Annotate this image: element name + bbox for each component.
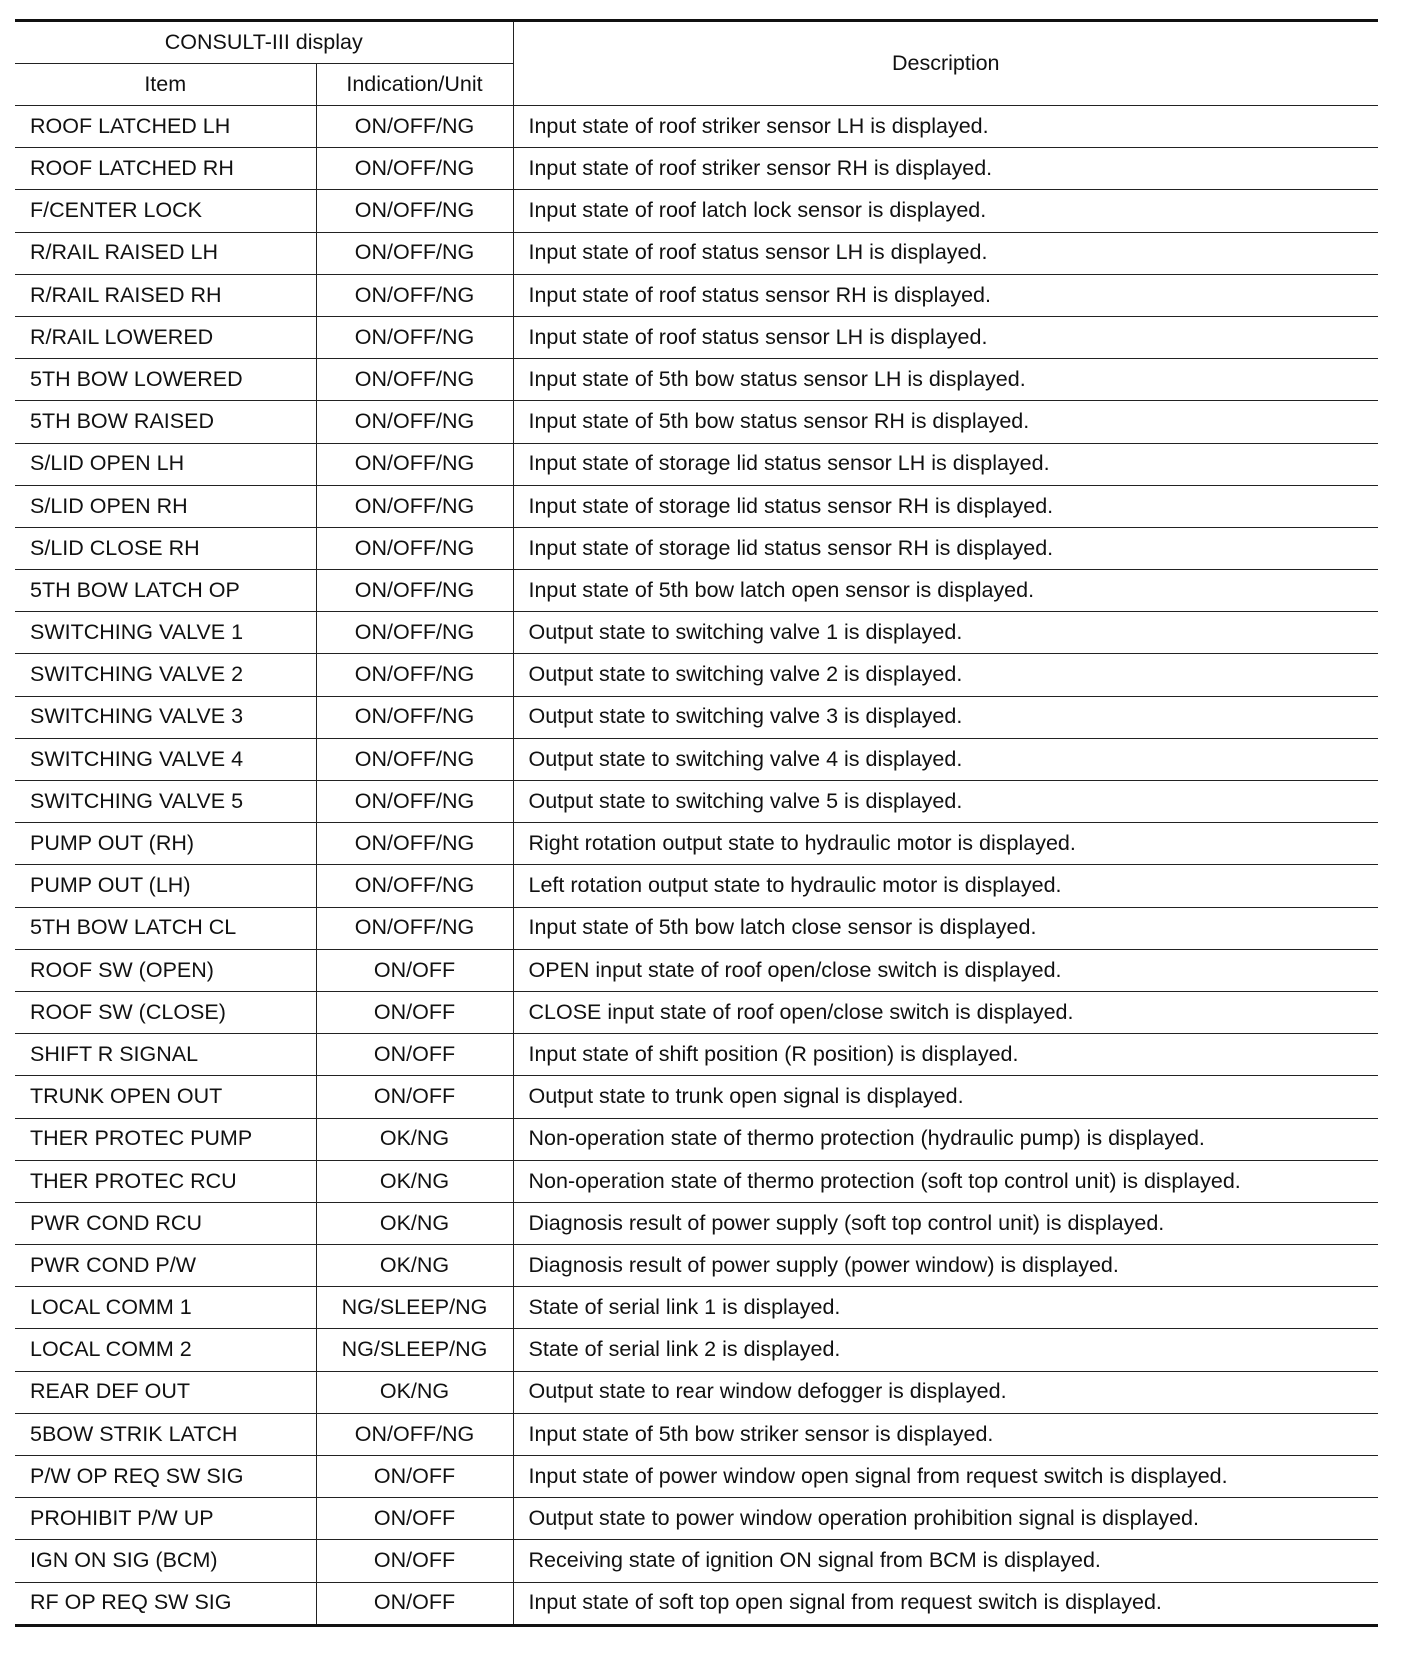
table-row	[15, 485, 1378, 527]
header-description: Description	[513, 21, 1378, 106]
table-row	[15, 1329, 1378, 1371]
table-header	[15, 21, 1378, 106]
description-cell: Input state of 5th bow status sensor LH is displayed.	[513, 359, 1378, 401]
item-cell: S/LID OPEN RH	[15, 485, 316, 527]
table-row	[15, 401, 1378, 443]
table-body	[15, 106, 1378, 1626]
item-cell: 5TH BOW LOWERED	[15, 359, 316, 401]
indication-unit-cell: ON/OFF/NG	[316, 190, 513, 232]
description-cell: CLOSE input state of roof open/close switch is displayed.	[513, 991, 1378, 1033]
table-row	[15, 654, 1378, 696]
item-cell: 5TH BOW LATCH OP	[15, 570, 316, 612]
table-row	[15, 1287, 1378, 1329]
item-cell: REAR DEF OUT	[15, 1371, 316, 1413]
table-row	[15, 232, 1378, 274]
item-cell: SWITCHING VALVE 4	[15, 738, 316, 780]
indication-unit-cell: ON/OFF/NG	[316, 232, 513, 274]
header-indication-unit: Indication/Unit	[316, 64, 513, 106]
item-cell: 5BOW STRIK LATCH	[15, 1413, 316, 1455]
description-cell: Input state of roof latch lock sensor is displayed.	[513, 190, 1378, 232]
item-cell: SWITCHING VALVE 3	[15, 696, 316, 738]
item-cell: SWITCHING VALVE 1	[15, 612, 316, 654]
header-consult-display: CONSULT-III display	[15, 21, 513, 64]
item-cell: ROOF LATCHED LH	[15, 106, 316, 148]
description-cell: Output state to switching valve 2 is displayed.	[513, 654, 1378, 696]
description-cell: Input state of shift position (R position) is displayed.	[513, 1034, 1378, 1076]
table-row	[15, 738, 1378, 780]
description-cell: Diagnosis result of power supply (power window) is displayed.	[513, 1245, 1378, 1287]
description-cell: Receiving state of ignition ON signal from BCM is displayed.	[513, 1540, 1378, 1582]
description-cell: Input state of roof status sensor RH is displayed.	[513, 274, 1378, 316]
item-cell: R/RAIL RAISED LH	[15, 232, 316, 274]
indication-unit-cell: ON/OFF/NG	[316, 485, 513, 527]
indication-unit-cell: ON/OFF/NG	[316, 654, 513, 696]
table-row	[15, 1245, 1378, 1287]
description-cell: Input state of roof striker sensor LH is displayed.	[513, 106, 1378, 148]
indication-unit-cell: ON/OFF/NG	[316, 1413, 513, 1455]
description-cell: Input state of storage lid status sensor RH is displayed.	[513, 527, 1378, 569]
item-cell: LOCAL COMM 1	[15, 1287, 316, 1329]
table-row	[15, 991, 1378, 1033]
table-row	[15, 570, 1378, 612]
indication-unit-cell: OK/NG	[316, 1118, 513, 1160]
description-cell: Input state of 5th bow latch close sensor is displayed.	[513, 907, 1378, 949]
indication-unit-cell: ON/OFF/NG	[316, 823, 513, 865]
item-cell: ROOF SW (CLOSE)	[15, 991, 316, 1033]
table-row	[15, 190, 1378, 232]
indication-unit-cell: ON/OFF/NG	[316, 443, 513, 485]
item-cell: PWR COND RCU	[15, 1202, 316, 1244]
table-row	[15, 696, 1378, 738]
indication-unit-cell: ON/OFF/NG	[316, 148, 513, 190]
item-cell: RF OP REQ SW SIG	[15, 1582, 316, 1625]
table-row	[15, 1118, 1378, 1160]
table-row	[15, 823, 1378, 865]
table-row	[15, 1540, 1378, 1582]
item-cell: S/LID OPEN LH	[15, 443, 316, 485]
description-cell: Output state to switching valve 5 is displayed.	[513, 781, 1378, 823]
description-cell: Non-operation state of thermo protection (soft top control unit) is displayed.	[513, 1160, 1378, 1202]
indication-unit-cell: ON/OFF/NG	[316, 907, 513, 949]
table-row	[15, 527, 1378, 569]
item-cell: S/LID CLOSE RH	[15, 527, 316, 569]
description-cell: State of serial link 2 is displayed.	[513, 1329, 1378, 1371]
header-row	[15, 21, 1378, 64]
item-cell: THER PROTEC PUMP	[15, 1118, 316, 1160]
description-cell: Right rotation output state to hydraulic motor is displayed.	[513, 823, 1378, 865]
header-item: Item	[15, 64, 316, 106]
indication-unit-cell: ON/OFF/NG	[316, 106, 513, 148]
item-cell: THER PROTEC RCU	[15, 1160, 316, 1202]
item-cell: PUMP OUT (RH)	[15, 823, 316, 865]
indication-unit-cell: ON/OFF/NG	[316, 274, 513, 316]
indication-unit-cell: ON/OFF/NG	[316, 865, 513, 907]
indication-unit-cell: ON/OFF	[316, 1076, 513, 1118]
table-row	[15, 1202, 1378, 1244]
indication-unit-cell: ON/OFF	[316, 949, 513, 991]
indication-unit-cell: ON/OFF	[316, 1456, 513, 1498]
item-cell: SWITCHING VALVE 2	[15, 654, 316, 696]
description-cell: Input state of storage lid status sensor LH is displayed.	[513, 443, 1378, 485]
description-cell: Diagnosis result of power supply (soft top control unit) is displayed.	[513, 1202, 1378, 1244]
item-cell: R/RAIL LOWERED	[15, 316, 316, 358]
table-row	[15, 865, 1378, 907]
item-cell: PROHIBIT P/W UP	[15, 1498, 316, 1540]
item-cell: PUMP OUT (LH)	[15, 865, 316, 907]
table-row	[15, 1582, 1378, 1625]
table-row	[15, 274, 1378, 316]
description-cell: Input state of roof status sensor LH is displayed.	[513, 232, 1378, 274]
item-cell: PWR COND P/W	[15, 1245, 316, 1287]
indication-unit-cell: OK/NG	[316, 1160, 513, 1202]
indication-unit-cell: ON/OFF/NG	[316, 781, 513, 823]
description-cell: Left rotation output state to hydraulic motor is displayed.	[513, 865, 1378, 907]
description-cell: Non-operation state of thermo protection (hydraulic pump) is displayed.	[513, 1118, 1378, 1160]
description-cell: Output state to rear window defogger is displayed.	[513, 1371, 1378, 1413]
indication-unit-cell: ON/OFF/NG	[316, 316, 513, 358]
item-cell: IGN ON SIG (BCM)	[15, 1540, 316, 1582]
indication-unit-cell: ON/OFF/NG	[316, 359, 513, 401]
indication-unit-cell: NG/SLEEP/NG	[316, 1329, 513, 1371]
indication-unit-cell: ON/OFF/NG	[316, 570, 513, 612]
table-row	[15, 1076, 1378, 1118]
table-row	[15, 907, 1378, 949]
table-row	[15, 781, 1378, 823]
indication-unit-cell: ON/OFF	[316, 1498, 513, 1540]
indication-unit-cell: ON/OFF/NG	[316, 612, 513, 654]
table-row	[15, 949, 1378, 991]
item-cell: LOCAL COMM 2	[15, 1329, 316, 1371]
item-cell: 5TH BOW RAISED	[15, 401, 316, 443]
indication-unit-cell: NG/SLEEP/NG	[316, 1287, 513, 1329]
item-cell: R/RAIL RAISED RH	[15, 274, 316, 316]
item-cell: TRUNK OPEN OUT	[15, 1076, 316, 1118]
description-cell: Input state of power window open signal from request switch is displayed.	[513, 1456, 1378, 1498]
indication-unit-cell: OK/NG	[316, 1202, 513, 1244]
table-row	[15, 1034, 1378, 1076]
description-cell: State of serial link 1 is displayed.	[513, 1287, 1378, 1329]
item-cell: F/CENTER LOCK	[15, 190, 316, 232]
description-cell: Output state to trunk open signal is displayed.	[513, 1076, 1378, 1118]
indication-unit-cell: ON/OFF/NG	[316, 527, 513, 569]
table-row	[15, 443, 1378, 485]
description-cell: Input state of soft top open signal from request switch is displayed.	[513, 1582, 1378, 1625]
consult-display-table	[15, 19, 1378, 1627]
table-row	[15, 1498, 1378, 1540]
table-row	[15, 1413, 1378, 1455]
item-cell: ROOF SW (OPEN)	[15, 949, 316, 991]
description-cell: Output state to switching valve 1 is displayed.	[513, 612, 1378, 654]
table-row	[15, 316, 1378, 358]
indication-unit-cell: ON/OFF/NG	[316, 738, 513, 780]
table-row	[15, 148, 1378, 190]
indication-unit-cell: OK/NG	[316, 1371, 513, 1413]
description-cell: Output state to switching valve 4 is displayed.	[513, 738, 1378, 780]
description-cell: Input state of roof striker sensor RH is displayed.	[513, 148, 1378, 190]
table-row	[15, 359, 1378, 401]
item-cell: P/W OP REQ SW SIG	[15, 1456, 316, 1498]
table-row	[15, 1456, 1378, 1498]
description-cell: OPEN input state of roof open/close switch is displayed.	[513, 949, 1378, 991]
indication-unit-cell: ON/OFF/NG	[316, 696, 513, 738]
indication-unit-cell: ON/OFF	[316, 1540, 513, 1582]
description-cell: Input state of roof status sensor LH is displayed.	[513, 316, 1378, 358]
description-cell: Input state of storage lid status sensor RH is displayed.	[513, 485, 1378, 527]
description-cell: Input state of 5th bow status sensor RH is displayed.	[513, 401, 1378, 443]
table-row	[15, 612, 1378, 654]
indication-unit-cell: OK/NG	[316, 1245, 513, 1287]
indication-unit-cell: ON/OFF	[316, 1034, 513, 1076]
table-row	[15, 1371, 1378, 1413]
item-cell: SWITCHING VALVE 5	[15, 781, 316, 823]
description-cell: Output state to power window operation prohibition signal is displayed.	[513, 1498, 1378, 1540]
indication-unit-cell: ON/OFF	[316, 991, 513, 1033]
item-cell: SHIFT R SIGNAL	[15, 1034, 316, 1076]
description-cell: Output state to switching valve 3 is displayed.	[513, 696, 1378, 738]
item-cell: ROOF LATCHED RH	[15, 148, 316, 190]
table-row	[15, 1160, 1378, 1202]
description-cell: Input state of 5th bow striker sensor is displayed.	[513, 1413, 1378, 1455]
indication-unit-cell: ON/OFF	[316, 1582, 513, 1625]
description-cell: Input state of 5th bow latch open sensor is displayed.	[513, 570, 1378, 612]
indication-unit-cell: ON/OFF/NG	[316, 401, 513, 443]
table-row	[15, 106, 1378, 148]
item-cell: 5TH BOW LATCH CL	[15, 907, 316, 949]
